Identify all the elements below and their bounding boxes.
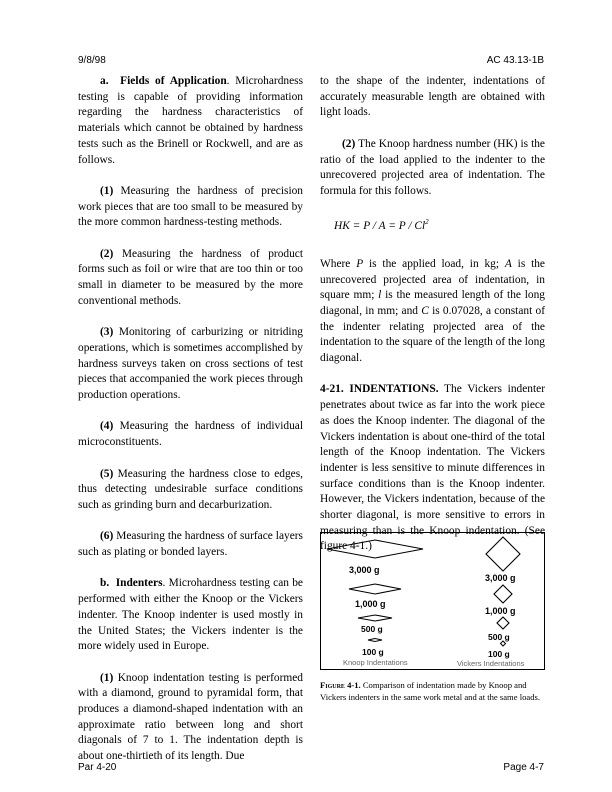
formula [320, 215, 545, 235]
where-text-1: Where [320, 257, 357, 270]
item-2-text: Measuring the hardness of product forms such as foil or wire that are too thin or too small in diameter to be measured by the more conventional methods. [78, 247, 303, 307]
where-var-c: C [421, 304, 429, 317]
para-knoop-num: (2) [342, 137, 356, 150]
figure-caption [320, 680, 545, 703]
para-a [78, 74, 303, 168]
para-a-text: . Microhardness testing is capable of providing information regarding the hardness characteristics of materials which cannot be obtained by hardness tests such as the Brinell or Rockwell, and are as follows. [78, 75, 304, 166]
knoop-caption-label: Knoop Indentations [343, 658, 408, 667]
para-b-label: b. [100, 577, 110, 590]
indentation-diagram [321, 533, 544, 669]
knoop-1000-label: 1,000 g [355, 599, 386, 609]
right-column [320, 74, 545, 571]
where-var-l: l [378, 289, 382, 302]
section-4-21-text: The Vickers indenter penetrates about twice as far into the work piece as does the Knoop indenter. The diagonal of the Vickers indentation is about one-third of the total length of the Knoop indentation. The Vickers indenter is less sensitive to minute differences in surface conditions than is the Knoop indenter. However, the Vickers indentation, because of the shorter diagonal, is more sensitive to errors in measuring than is the Knoop indentation. (See figure 4-1.) [320, 383, 545, 553]
para-where [320, 257, 545, 367]
knoop-100-shape [368, 639, 382, 642]
para-knoop-number [320, 137, 545, 200]
footer-par: Par 4-20 [78, 762, 117, 773]
item-6-text: Measuring the hardness of surface layers such as plating or bonded layers. [78, 530, 303, 558]
item-2 [78, 247, 303, 310]
para-b [78, 576, 303, 655]
vickers-1000-label: 1,000 g [485, 606, 516, 616]
where-text-2: is the applied load, in kg; [363, 257, 505, 270]
formula-sup: 2 [425, 218, 429, 227]
item-5 [78, 467, 303, 514]
vickers-3000-shape [486, 537, 520, 571]
item-1 [78, 184, 303, 231]
figure-4-1 [320, 532, 545, 670]
where-var-a: A [504, 257, 512, 270]
where-text-3: is the unrecovered projected area of indentation, in square mm; [320, 257, 545, 302]
knoop-500-label: 500 g [361, 624, 383, 634]
item-1-text: Measuring the hardness of precision work pieces that are too small to be measured by the more common hardness-testing methods. [78, 184, 303, 229]
vickers-100-label: 100 g [488, 649, 510, 659]
item-4-text: Measuring the hardness of individual microconstituents. [78, 420, 303, 449]
para-b-text: . Microhardness testing can be performed with either the Knoop or the Vickers indenter. The Knoop indenter is used mostly in the United States; the Vickers indenter is the more widely used in Europe. [78, 577, 303, 653]
header-doc-id: AC 43.13-1B [486, 55, 544, 66]
item-2-num: (2) [100, 247, 114, 260]
knoop-3000-label: 3,000 g [349, 565, 380, 575]
para-a-label: a. [100, 75, 109, 87]
vickers-500-shape [497, 617, 509, 629]
item-3 [78, 325, 303, 404]
item-5-text: Measuring the hardness close to edges, thus detecting undesirable surface conditions such as grinding burn and decarburization. [78, 467, 303, 511]
figure-caption-label: Figure 4-1. [320, 680, 361, 690]
item-b1-num: (1) [100, 671, 114, 684]
knoop-1000-shape [349, 584, 401, 594]
vickers-500-label: 500 g [488, 632, 510, 642]
item-4-num: (4) [100, 420, 114, 433]
item-6 [78, 529, 303, 560]
knoop-3000-shape [327, 540, 423, 558]
item-5-num: (5) [100, 467, 114, 480]
footer-page: Page 4-7 [503, 762, 544, 773]
header-date: 9/8/98 [78, 55, 106, 66]
item-4 [78, 419, 303, 450]
where-text-5: is 0.07028, a constant of the indenter relating projected area of the indentation to the square of the length of the long diagonal. [320, 304, 545, 365]
item-b1 [78, 671, 303, 765]
item-3-num: (3) [100, 326, 114, 339]
item-3-text: Monitoring of carburizing or nitriding operations, which is sometimes accomplished by hardness surveys taken on cross sections of test pieces that accompanied the work pieces through production operations. [78, 326, 303, 402]
para-a-title: Fields of Application [120, 75, 227, 87]
item-b1-text: Knoop indentation testing is performed with a diamond, ground to pyramidal form, that produces a diamond-shaped indentation with an approximate ratio between long and short diagonals of 7 to 1. The indentation depth is about one-thirtieth of its length. Due [78, 671, 303, 763]
where-var-p: P [356, 257, 364, 270]
formula-text: HK = P / A = P / Cl [334, 220, 426, 233]
vickers-caption-label: Vickers Indentations [457, 659, 525, 668]
section-4-21-title: 4-21. INDENTATIONS. [320, 383, 439, 396]
vickers-1000-shape [494, 585, 512, 603]
para-knoop-text: The Knoop hardness number (HK) is the ratio of the load applied to the indenter to the unrecovered projected area of indentation. The formula for this follows. [320, 137, 545, 197]
item-1-num: (1) [100, 184, 114, 197]
knoop-100-label: 100 g [362, 647, 384, 657]
section-4-21 [320, 382, 545, 555]
vickers-3000-label: 3,000 g [485, 573, 516, 583]
para-b-title: Indenters [115, 577, 163, 590]
figure-caption-text: Comparison of indentation made by Knoop and Vickers indenters in the same work metal and at the same loads. [320, 680, 540, 702]
para-continued: to the shape of the indenter, indentations of accurately measurable length are obtained with light loads. [320, 75, 545, 119]
where-text-4: is the measured length of the long diagonal, in mm; and [320, 289, 545, 317]
left-column [78, 74, 303, 781]
knoop-500-shape [358, 615, 392, 621]
item-6-num: (6) [100, 530, 114, 543]
